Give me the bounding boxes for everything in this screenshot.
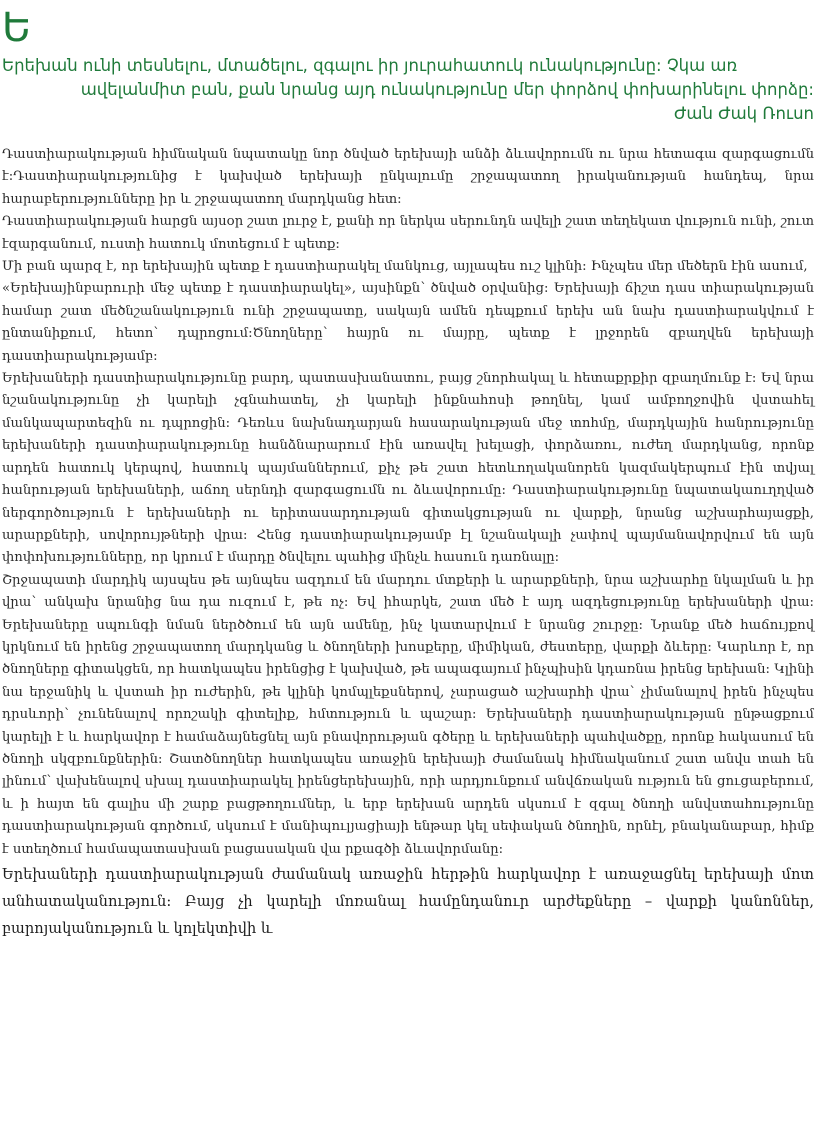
epigraph-author: Ժան Ժակ Ռուսո <box>673 104 814 123</box>
paragraph: Դաստիարակության հիմնական նպատակը նոր ծնված երեխայի անձի ձևավորումն ու նրա հետագա զարգացումն է:Դաստիարակությունից է կախված երեխայի ընկալումը շրջապատող իրականության հանդեպ, նրա հարաբերությունները իր և շրջապատող մարդկանց հետ: <box>2 147 814 207</box>
paragraph: Երեխաների դաստիարակության ժամանակ առաջին հերթին հարկավոր է առաջացնել երեխայի մոտ անհատականություն: Բայց չի կարելի մոռանալ համընդանուր արժեքները – վարքի կանոններ, բարոյականություն և կոլեկտիվի և <box>2 866 814 937</box>
epigraph-line-2: ավելանմիտ բան, քան նրանց այդ ունակությունը մեր փորձով փոխարինելու փորձը: <box>80 80 814 99</box>
article-body <box>2 144 814 942</box>
epigraph <box>2 54 814 126</box>
paragraph: Մի բան պարզ է, որ երեխային պետք է դաստիարակել մանկուց, այլապես ուշ կլինի: Ինչպես մեր մեծերն էին ասում, <box>2 259 808 275</box>
paragraph: Դաստիարակության հարցն այսօր շատ լուրջ է, քանի որ ներկա սերունդն ավելի շատ տեղեկատ վություն ունի, շուտ էզարգանում, ուստի հատուկ մոտեցում է պետք: <box>2 214 814 252</box>
paragraph: «Երեխայինբարուրի մեջ պետք է դաստիարակել», այսինքն՝ ծնված օրվանից: Երեխայի ճիշտ դաս տիարակության համար շատ մեծնշանակություն ունի շրջապատը, սակայն ամեն դեպքում երեխ ան նախ դաստիարակվում է ընտանիքում, հետո՝ դպրոցում:Ծնողները՝ հայրն ու մայրը, պետք է լրջորեն զբաղվեն երեխայի դաստիարակությամբ: <box>2 281 814 364</box>
section-letter: Ե <box>2 5 32 51</box>
epigraph-line-1: Երեխան ունի տեսնելու, մտածելու, զգալու իր յուրահատուկ ունակությունը: Չկա առ <box>2 56 738 75</box>
paragraph: Շրջապատի մարդիկ այսպես թե այնպես ազդում են մարդու մտքերի և արարքների, նրա աշխարհը նկալման և իր վրա՝ անկախ նրանից նա դա ուզում է, թե ոչ: Եվ իհարկե, շատ մեծ է այդ ազդեցությունը երեխաների վրա: Երեխաները սպունգի նման ներծծում են այն ամենը, ինչ կատարվում է նրանց շուրջը: Նրանք մեծ հաճույքով կրկնում են իրենց շրջապատող մարդկանց և ծնողների խոսքերը, միմիկան, ժեստերը, վարքի ձևերը: Կարևոր է, որ ծնողները գիտակցեն, որ հատկապես իրենցից է կախված, թե ապագայում ինչպիսին կդառնա իրենց երեխան: Կլինի նա երջանիկ և վստահ իր ուժերին, թե կլինի կոմպլեքսներով, չարացած աշխարհի վրա՝ չիմանալով իրեն ինչպես դրսևորի՝ չունենալով որոշակի գիտելիք, հմտություն և պաշար: Երեխաների դաստիարակության ընթացքում կարելի է և հարկավոր է համաձայնեցնել այն բնավորության գծերը և երեխաների պահվածքը, որոնք հակասում են ծնողի սկզբունքներին: Շատծնողներ հատկապես առաջին երեխայի ժամանակ հիմնականում շատ անվս տահ են լինում՝ վախենալով սխալ դաստիարակել իրենցերեխային, որի արդյունքում անվճռական ություն են ցուցաբերում, և ի հայտ են գալիս մի շարք բացթողումներ, և երբ երեխան արդեն սկսում է զգալ ծնողի անվստահությունը դաստիարակության գործում, սկսում է մանիպուլյացիայի ենթար կել սեփական ծնողին, որնէլ, բնականաբար, հիմք է ստեղծում համապատասխան բացասական վա րքագծի ձևավորմանը: <box>2 572 814 857</box>
paragraph: Երեխաների դաստիարակությունը բարդ, պատասխանատու, բայց շնորհակալ և հետաքրքիր զբաղմունք է: Եվ նրա նշանակությունը չի կարելի չգնահատել, չի կարելի ինքնահոսի թողնել, կամ ամբողջովին վստահել մանկապարտեզին ու դպրոցին: Դեռևս նախնադարյան հասարակության մեջ տոհմը, մարդկային հանրությունը երեխաների դաստիարակությունը հանձնարարում էին առավել խելացի, փորձառու, ուժեղ մարդկանց, որոնք արդեն հատուկ կերպով, հատուկ պայմաններում, քիչ թե շատ հետևողականորեն կազմակերպում էին տվյալ հանրության երեխաների, աճող սերնդի զարգացումն ու ձևավորումը: Դաստիարակությունը նպատակաուղղված ներգործություն է երեխաների ու երիտասարդության գիտակցության ու վարքի, նրանց աշխարհայացքի, արարքների, սովորույթների վրա: Հենց դաստիարակությամբ էլ նշանակալի չափով պայմանավորվում են այն փոփոխությունները, որ կրում է մարդը ծնվելու պահից մինչև հասուն դառնալը: <box>2 371 814 566</box>
